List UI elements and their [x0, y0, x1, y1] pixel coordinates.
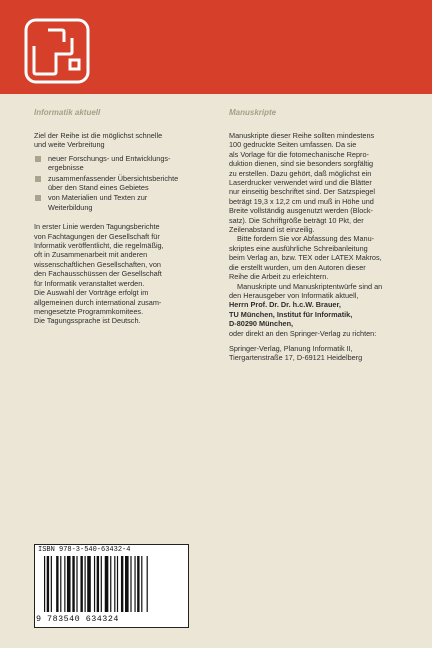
barcode-bar [114, 556, 115, 612]
barcode-bar [141, 556, 142, 612]
barcode-bar [85, 556, 86, 612]
barcode-bar [110, 556, 111, 612]
barcode-bar [137, 556, 139, 612]
bullet-square-icon [35, 156, 41, 162]
barcode-bar [125, 556, 129, 612]
instructions-paragraph: Bitte fordern Sie vor Abfassung des Manu- skriptes eine ausführliche Schreibanleitung beim Verlag an, bzw. TEX oder LATEX Makros, die erstellt wurden, um den Autoren dieser Reihe die Arbeit zu erleichtern. [229, 234, 382, 282]
barcode-bar [44, 556, 45, 612]
heading-informatik-aktuell: Informatik aktuell [34, 108, 101, 117]
list-item: neuer Forschungs- und Entwicklungs- ergebnisse [34, 154, 204, 173]
barcode-bar [130, 556, 131, 612]
barcode-bar [67, 556, 71, 612]
barcode-bar [147, 556, 148, 612]
left-column [34, 108, 204, 326]
list-item: von Materialien und Texten zur Weiterbildung [34, 193, 204, 212]
manuscript-paragraph: Manuskripte dieser Reihe sollten mindestens 100 gedruckte Seiten umfassen. Da sie als Vorlage für die fotomechanische Repro- duktion dienen, sind sie besonders sorgfältig zu erstellen. Dazu gehört, daß möglichst ein Laserdrucker verwendet wird und die Blätter nur einseitig beschriftet sind. Der Satzspiegel beträgt 19,3 x 12,2 cm und muß in Höhe und Breite vollständig ausgenutzt werden (Block- satz). Die Schriftgröße beträgt 10 Pkt, der Zeilenabstand ist einzeilig. [229, 131, 376, 235]
barcode-bar [94, 556, 95, 612]
barcode-graphic [44, 556, 182, 614]
editor-address: Herrn Prof. Dr. Dr. h.c.W. Brauer, TU München, Institut für Informatik, D-80290 München, [229, 300, 353, 329]
isbn-text: ISBN 978-3-540-63432-4 [38, 546, 131, 554]
series-logo-icon [24, 18, 90, 84]
bullet-square-icon [35, 176, 41, 182]
right-column [229, 108, 409, 363]
bullet-list [34, 154, 204, 212]
barcode-bar [134, 556, 135, 612]
list-item: zusammenfassender Übersichtsberichte über den Stand eines Gebietes [34, 174, 204, 193]
barcode-bar [87, 556, 91, 612]
barcode-bar [47, 556, 49, 612]
description-paragraph: In erster Linie werden Tagungsberichte von Fachtagungen der Gesellschaft für Informatik veröffentlicht, die regelmäßig, oft in Zusammenarbeit mit anderen wissenschaftlichen Gesellschaften, von den Fachausschüssen der Gesellschaft für Informatik veranstaltet werden. Die Auswahl der Vorträge erfolgt im allgemeinen durch international zusam- mengesetzte Programmkomitees. Die Tagungssprache ist Deutsch. [34, 222, 164, 326]
barcode-bar [76, 556, 77, 612]
publisher-address: Springer-Verlag, Planung Informatik II, Tiergartenstraße 17, D-69121 Heidelberg [229, 343, 363, 363]
intro-line: Ziel der Reihe ist die möglichst schnelle [34, 131, 163, 140]
barcode-bar [60, 556, 61, 612]
barcode-bar [64, 556, 65, 612]
barcode-bar [101, 556, 102, 612]
barcode-bar [80, 556, 82, 612]
barcode-bar [72, 556, 74, 612]
barcode-bar [121, 556, 123, 612]
alternative-line: oder direkt an den Springer-Verlag zu richten: [229, 328, 377, 338]
heading-manuskripte: Manuskripte [229, 108, 277, 117]
intro-line: und weite Verbreitung [34, 140, 105, 150]
barcode-bar [51, 556, 52, 612]
submission-paragraph: Manuskripte und Manuskriptentwürfe sind an den Herausgeber von Informatik aktuell, [229, 281, 383, 300]
barcode-bar [105, 556, 109, 612]
barcode-bar [97, 556, 99, 612]
barcode-bar [117, 556, 118, 612]
bullet-square-icon [35, 195, 41, 201]
barcode-bar [56, 556, 58, 612]
ean-digits: 9 783540 634324 [36, 614, 119, 624]
